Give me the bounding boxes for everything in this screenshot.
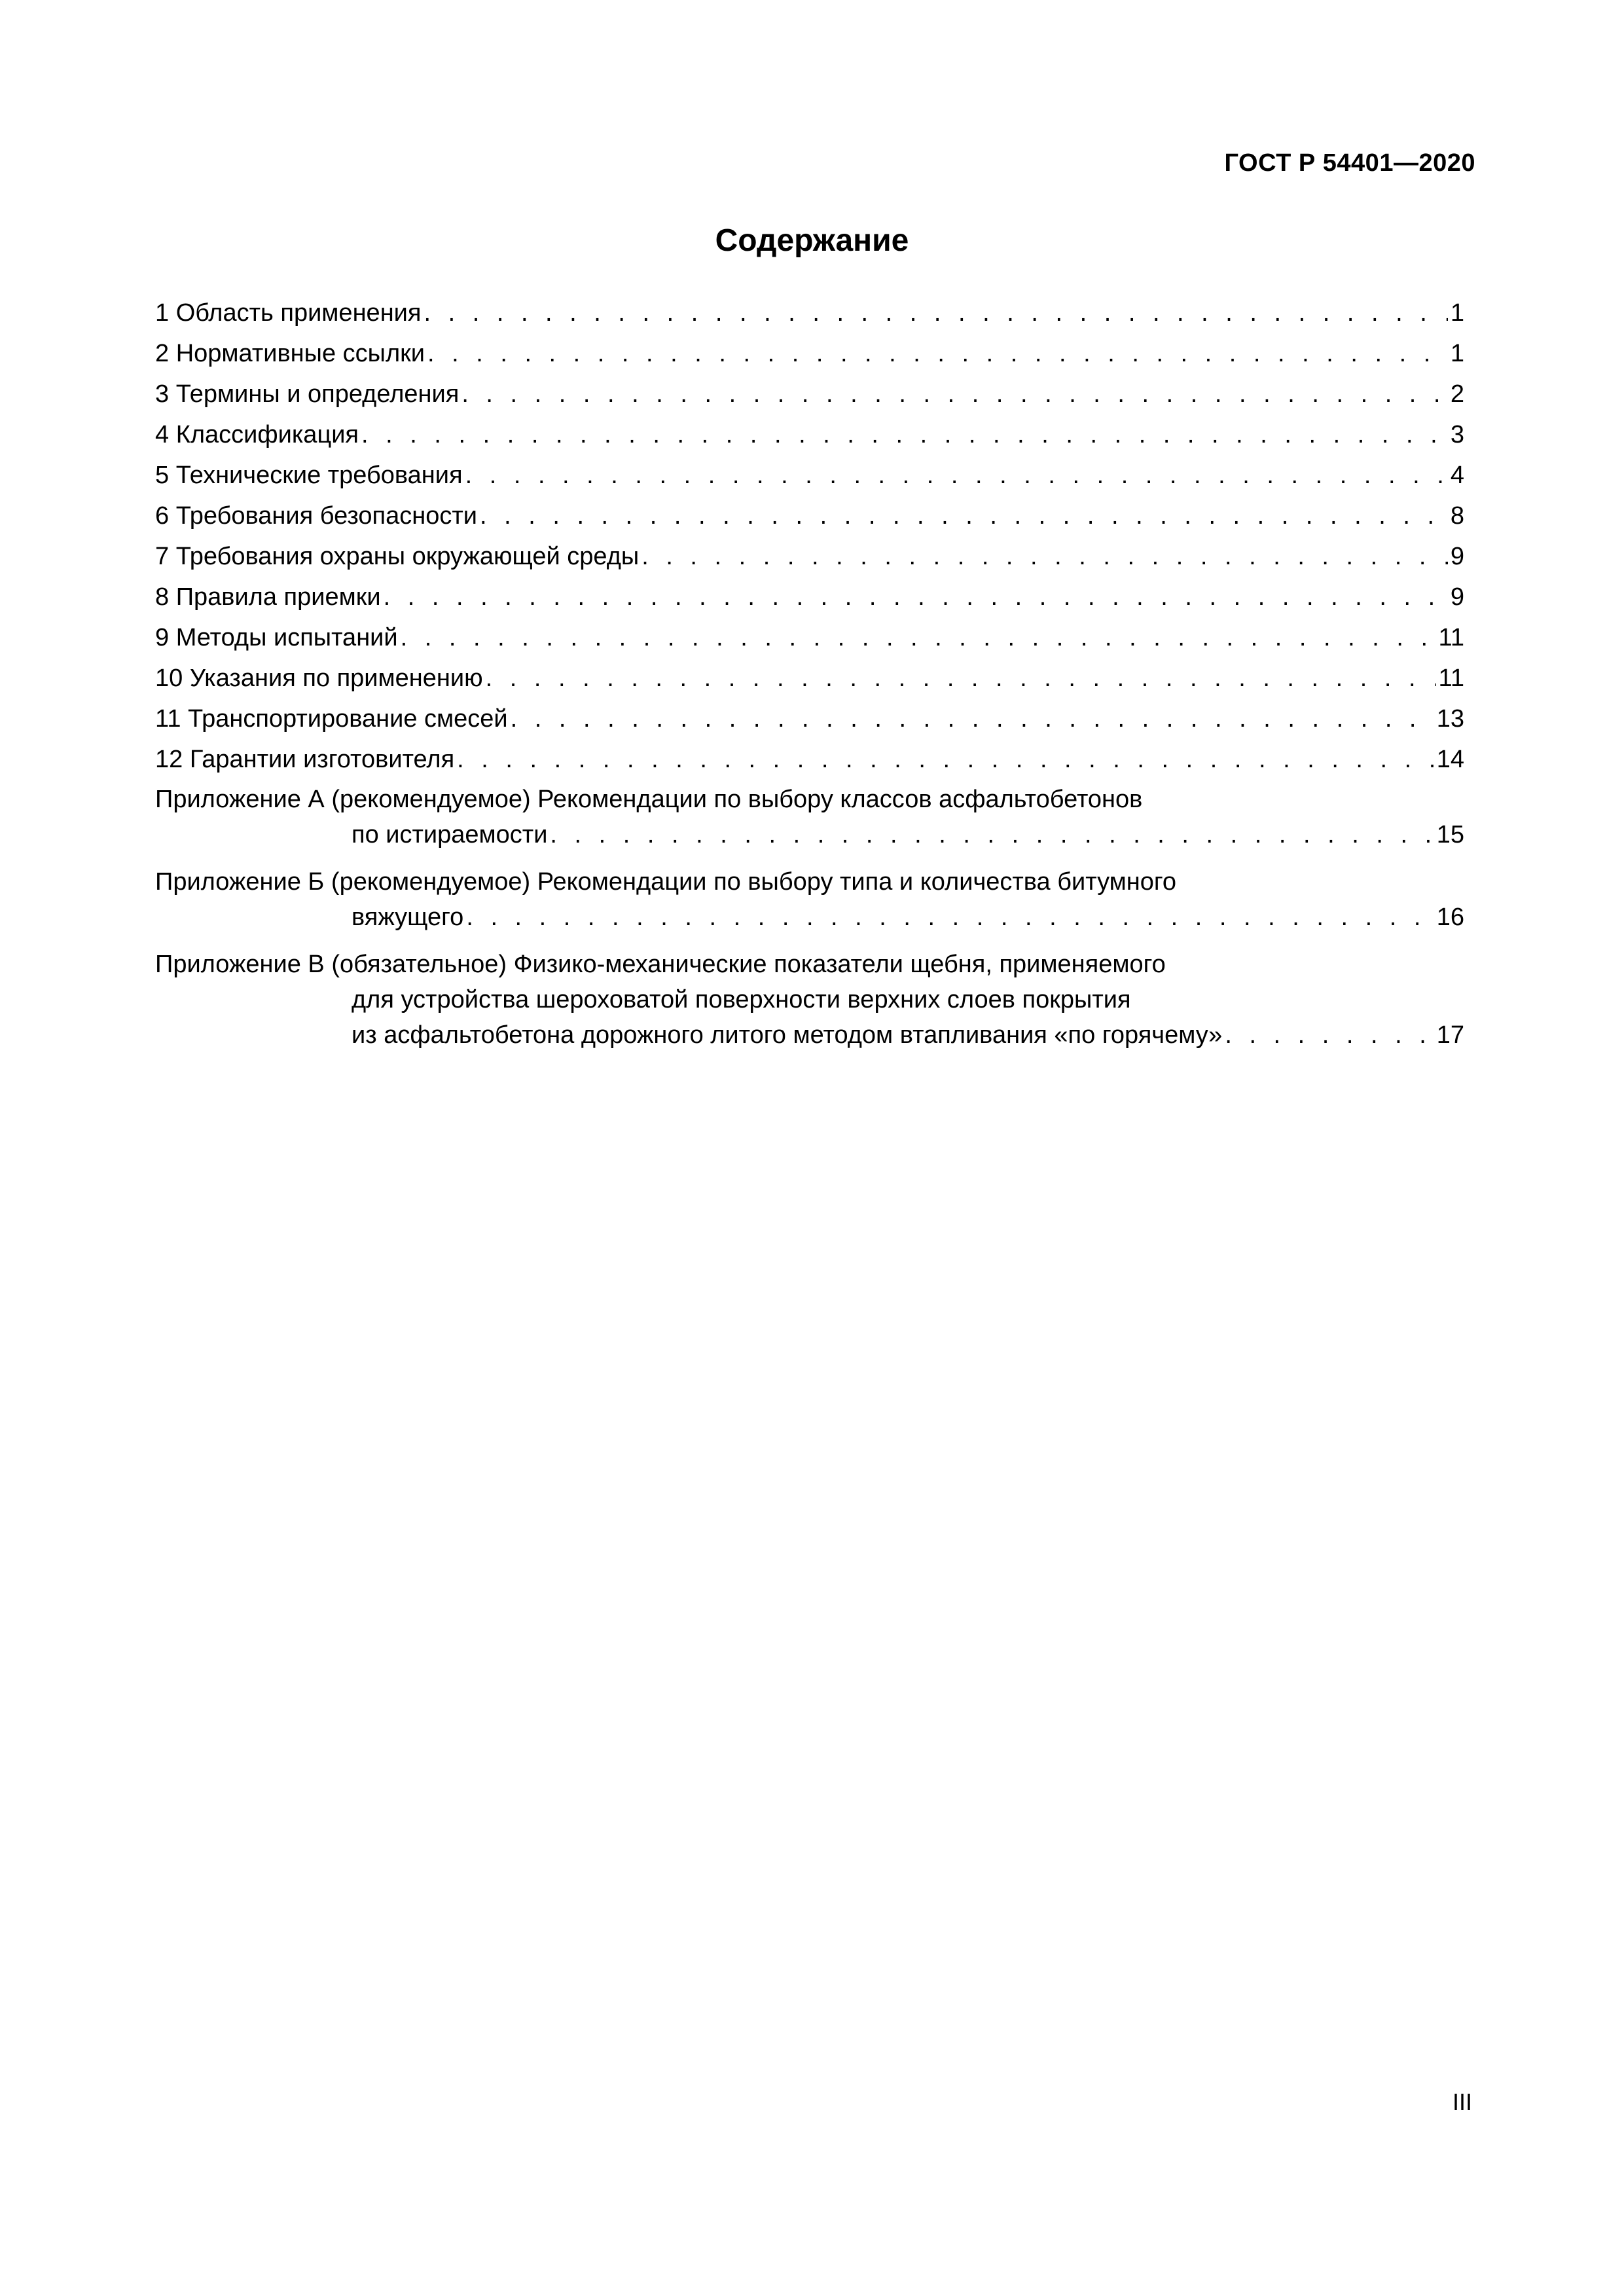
toc-entry-page: 14 — [1436, 746, 1464, 773]
toc-line — [155, 498, 1464, 534]
toc-line — [155, 982, 1464, 1017]
toc-title: Содержание — [715, 223, 909, 258]
toc-entry-text: 8 Правила приемки — [155, 583, 381, 611]
toc-entry-page: 1 — [1450, 340, 1464, 367]
toc-appendix-title: Приложение В (обязательное) Физико-механические показатели щебня, применяемого — [155, 951, 1166, 978]
toc-appendix-title-cont: по истираемости — [352, 821, 548, 848]
dot-leader — [427, 335, 1448, 372]
toc-entry-8[interactable] — [155, 579, 1464, 615]
toc-line — [155, 295, 1464, 331]
toc-entry-page: 4 — [1450, 462, 1464, 489]
page-number: III — [1452, 2088, 1472, 2115]
dot-leader — [1225, 1017, 1434, 1053]
toc-entry-2[interactable] — [155, 335, 1464, 372]
toc-entry-page: 11 — [1438, 624, 1464, 651]
toc-line — [155, 900, 1464, 935]
toc-entry-text: 1 Область применения — [155, 299, 422, 327]
dot-leader — [466, 900, 1434, 935]
table-of-contents — [155, 295, 1464, 1065]
dot-leader — [384, 579, 1448, 615]
dot-leader — [480, 498, 1448, 534]
dot-leader — [424, 295, 1447, 331]
toc-entry-page: 15 — [1436, 821, 1464, 848]
toc-entry-page: 2 — [1450, 380, 1464, 408]
toc-appendix-b[interactable] — [155, 864, 1464, 935]
dot-leader — [486, 660, 1436, 697]
toc-entry-page: 16 — [1436, 903, 1464, 931]
toc-entry-text: 5 Технические требования — [155, 462, 463, 489]
toc-entry-page: 11 — [1438, 665, 1464, 692]
dot-leader — [641, 538, 1448, 575]
dot-leader — [401, 619, 1436, 656]
toc-entry-page: 9 — [1450, 543, 1464, 570]
toc-appendix-v[interactable] — [155, 947, 1464, 1053]
toc-line — [155, 947, 1464, 982]
toc-line — [155, 619, 1464, 656]
toc-line — [155, 1017, 1464, 1053]
toc-entry-text: 3 Термины и определения — [155, 380, 460, 408]
toc-entry-9[interactable] — [155, 619, 1464, 656]
toc-entry-text: 12 Гарантии изготовителя — [155, 746, 455, 773]
toc-entry-text: 11 Транспортирование смесей — [155, 705, 508, 733]
toc-entry-page: 1 — [1450, 299, 1464, 327]
document-code: ГОСТ Р 54401—2020 — [1224, 149, 1475, 177]
dot-leader — [465, 457, 1448, 494]
toc-appendix-title-cont: вяжущего — [352, 903, 464, 931]
toc-line — [155, 864, 1464, 900]
toc-line — [155, 376, 1464, 412]
toc-entry-10[interactable] — [155, 660, 1464, 697]
toc-entry-6[interactable] — [155, 498, 1464, 534]
toc-line — [155, 741, 1464, 778]
toc-entry-4[interactable] — [155, 416, 1464, 453]
toc-entry-1[interactable] — [155, 295, 1464, 331]
toc-entry-text: 9 Методы испытаний — [155, 624, 398, 651]
toc-line — [155, 335, 1464, 372]
toc-appendix-title: Приложение Б (рекомендуемое) Рекомендации по выбору типа и количества битумного — [155, 868, 1177, 896]
toc-appendix-title: Приложение А (рекомендуемое) Рекомендации по выбору классов асфальтобетонов — [155, 786, 1143, 813]
toc-line — [155, 660, 1464, 697]
toc-entry-text: 4 Классификация — [155, 421, 359, 448]
toc-line — [155, 538, 1464, 575]
toc-entry-5[interactable] — [155, 457, 1464, 494]
toc-entry-11[interactable] — [155, 701, 1464, 737]
toc-line — [155, 817, 1464, 852]
toc-entry-12[interactable] — [155, 741, 1464, 778]
toc-entry-7[interactable] — [155, 538, 1464, 575]
toc-line — [155, 701, 1464, 737]
dot-leader — [361, 416, 1448, 453]
toc-entry-page: 3 — [1450, 421, 1464, 448]
toc-entry-page: 9 — [1450, 583, 1464, 611]
toc-appendix-title-cont: из асфальтобетона дорожного литого методом втапливания «по горячему» — [352, 1021, 1223, 1049]
dot-leader — [461, 376, 1448, 412]
toc-entry-text: 7 Требования охраны окружающей среды — [155, 543, 640, 570]
toc-entry-page: 13 — [1436, 705, 1464, 733]
toc-entry-page: 8 — [1450, 502, 1464, 530]
toc-entry-3[interactable] — [155, 376, 1464, 412]
toc-line — [155, 416, 1464, 453]
dot-leader — [511, 701, 1434, 737]
dot-leader — [457, 741, 1434, 778]
toc-entry-text: 6 Требования безопасности — [155, 502, 477, 530]
toc-entry-text: 2 Нормативные ссылки — [155, 340, 425, 367]
toc-line — [155, 579, 1464, 615]
toc-entry-page: 17 — [1436, 1021, 1464, 1049]
toc-appendix-a[interactable] — [155, 782, 1464, 852]
toc-line — [155, 782, 1464, 817]
toc-line — [155, 457, 1464, 494]
toc-entry-text: 10 Указания по применению — [155, 665, 483, 692]
toc-appendix-title-cont: для устройства шероховатой поверхности верхних слоев покрытия — [352, 986, 1131, 1013]
dot-leader — [550, 817, 1434, 852]
